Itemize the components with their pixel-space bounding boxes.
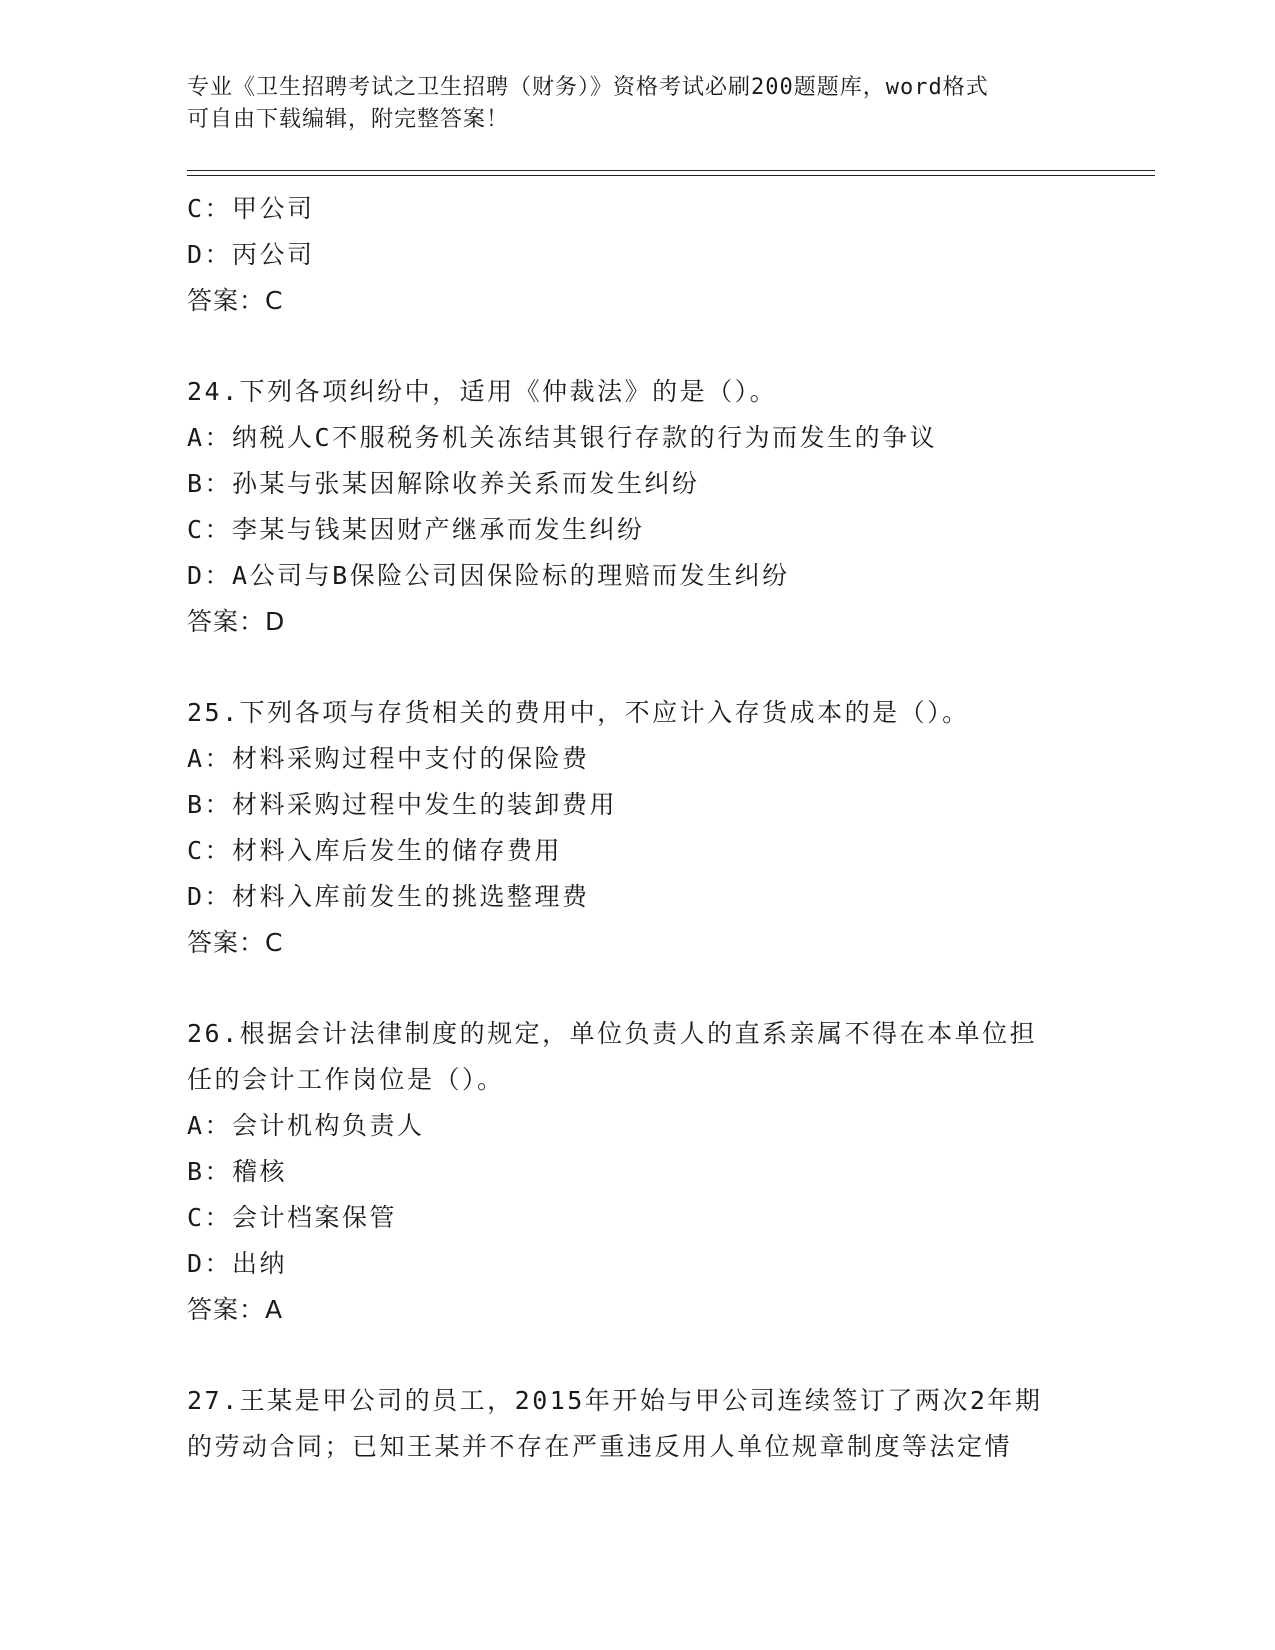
option-a: A：会计机构负责人 [187,1111,425,1140]
question-stem: 24.下列各项纠纷中，适用《仲裁法》的是（）。 [187,377,778,406]
question-list [187,186,1087,1470]
option-c: C：会计档案保管 [187,1203,398,1232]
answer: 答案：D [187,607,286,636]
question-stem-line-1: 27.王某是甲公司的员工，2015年开始与甲公司连续签订了两次2年期 [187,1386,1043,1415]
document-header [187,72,1067,136]
option-b: B：材料采购过程中发生的装卸费用 [187,790,618,819]
answer: 答案：A [187,1295,284,1324]
spacer [187,324,1087,369]
question-stem: 25.下列各项与存货相关的费用中，不应计入存货成本的是（）。 [187,698,970,727]
question-27 [187,1378,1087,1470]
option-c: C：甲公司 [187,194,315,223]
option-d: D：出纳 [187,1249,288,1278]
answer: 答案：C [187,286,284,315]
option-b: B：孙某与张某因解除收养关系而发生纠纷 [187,469,700,498]
option-a: A：纳税人C不服税务机关冻结其银行存款的行为而发生的争议 [187,423,938,452]
spacer [187,645,1087,690]
option-a: A：材料采购过程中支付的保险费 [187,744,590,773]
header-rule-bottom [187,175,1155,176]
answer: 答案：C [187,928,284,957]
option-d: D：丙公司 [187,240,315,269]
question-24 [187,369,1087,645]
option-c: C：李某与钱某因财产继承而发生纠纷 [187,515,645,544]
option-d: D：材料入库前发生的挑选整理费 [187,882,590,911]
question-stem-line-2: 任的会计工作岗位是（）。 [187,1065,505,1094]
question-23 [187,186,1087,324]
question-26 [187,1011,1087,1333]
header-rule-top [187,170,1155,171]
option-c: C：材料入库后发生的储存费用 [187,836,563,865]
spacer [187,1333,1087,1378]
question-25 [187,690,1087,966]
header-line-2: 可自由下载编辑，附完整答案！ [187,107,510,132]
option-d: D：A公司与B保险公司因保险标的理赔而发生纠纷 [187,561,790,590]
question-stem-line-2: 的劳动合同；已知王某并不存在严重违反用人单位规章制度等法定情 [187,1432,1013,1461]
header-line-1: 专业《卫生招聘考试之卫生招聘（财务）》资格考试必刷200题题库，word格式 [187,75,989,100]
option-b: B：稽核 [187,1157,288,1186]
spacer [187,966,1087,1011]
question-stem-line-1: 26.根据会计法律制度的规定，单位负责人的直系亲属不得在本单位担 [187,1019,1038,1048]
